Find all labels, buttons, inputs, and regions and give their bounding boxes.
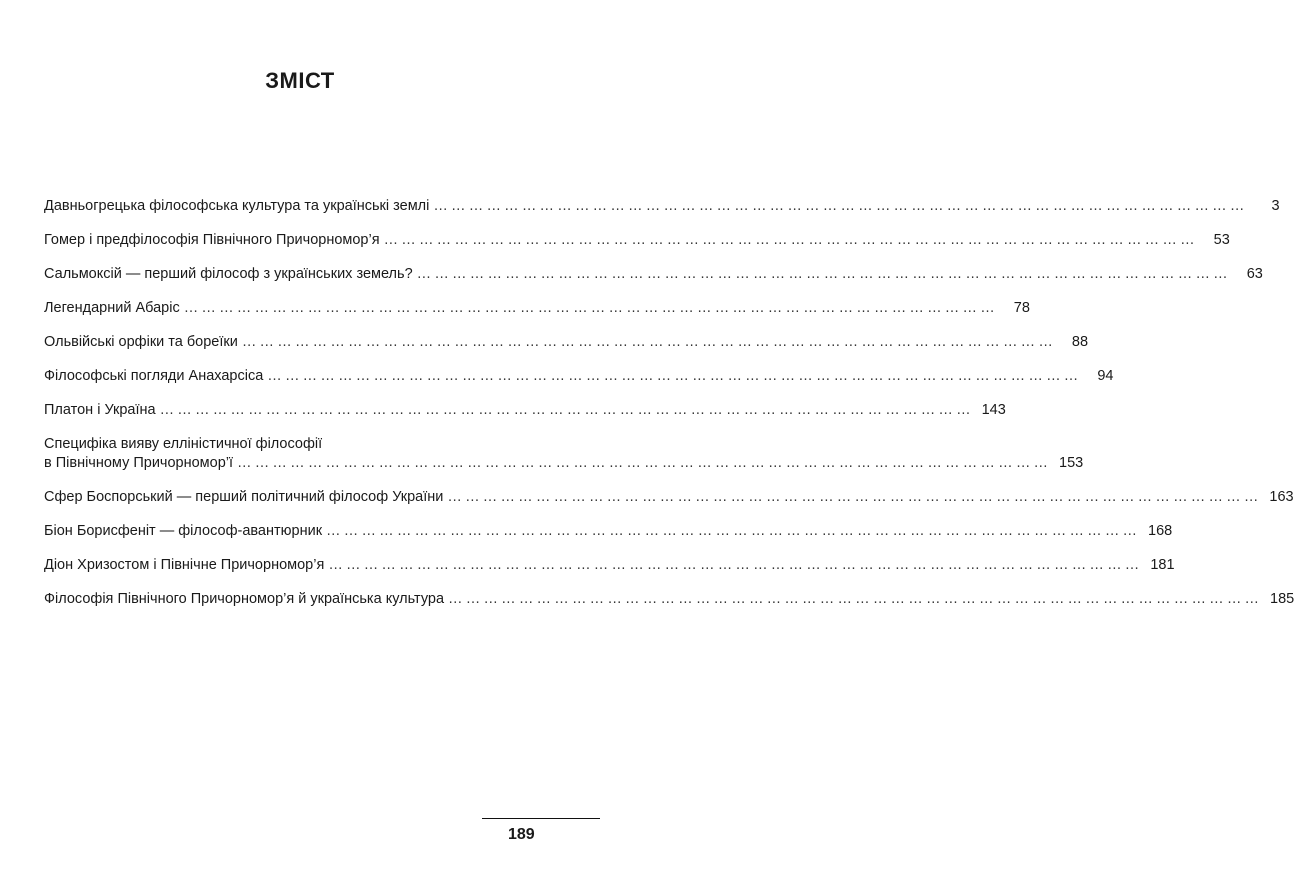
toc-entry-line: [44, 556, 1175, 575]
toc-entry-page: 185: [1270, 591, 1294, 607]
toc-dot-leader: …………………………………………………………………………………………………………………………: [383, 232, 1198, 248]
toc-entry-title: Сфер Боспорський — перший політичний філософ України: [44, 489, 444, 505]
toc-entry-line: [44, 197, 1280, 216]
toc-entry-title: Давньогрецька філософська культура та українські землі: [44, 198, 430, 214]
toc-entry: [44, 435, 1084, 473]
toc-entry-line: [44, 401, 1006, 420]
toc-entry-title-first-line: Специфіка вияву елліністичної філософії: [44, 436, 323, 452]
toc-entry: [44, 299, 1030, 318]
toc-entry-line: [44, 454, 1084, 473]
toc-entry-title: Ольвійські орфіки та бореїки: [44, 334, 238, 350]
toc-entry-page: 94: [1097, 368, 1114, 384]
toc-dot-leader: …………………………………………………………………………………………………………………………: [328, 557, 1143, 573]
toc-entry: [44, 197, 1280, 216]
toc-entry-page: 3: [1271, 198, 1280, 214]
toc-dot-leader: …………………………………………………………………………………………………………………………: [326, 523, 1141, 539]
toc-entry-line: [44, 590, 1294, 609]
toc-entry-line: [44, 333, 1089, 352]
footer-rule: [482, 818, 600, 819]
toc-entry-line: [44, 522, 1173, 541]
toc-entry-title: Біон Борисфеніт — філософ-авантюрник: [44, 523, 323, 539]
page-title: ЗМІСТ: [265, 68, 335, 93]
toc-dot-leader: …………………………………………………………………………………………………………………………: [241, 334, 1057, 350]
toc-entry: [44, 590, 1294, 609]
toc-dot-leader: …………………………………………………………………………………………………………………………: [433, 198, 1248, 214]
toc-entry-title: Філософія Північного Причорномор’я й українська культура: [44, 591, 445, 607]
toc-entry-page: 168: [1148, 523, 1173, 539]
toc-entry-line: [44, 231, 1230, 250]
toc-entry: [44, 488, 1294, 507]
toc-entry: [44, 333, 1089, 352]
toc-entry-page: 78: [1013, 300, 1030, 316]
toc-entry-title: Платон і Україна: [44, 402, 156, 418]
toc-entry: [44, 231, 1230, 250]
toc-entry: [44, 522, 1173, 541]
toc-dot-leader: …………………………………………………………………………………………………………………………: [183, 300, 998, 316]
toc-dot-leader: …………………………………………………………………………………………………………………………: [447, 489, 1262, 505]
toc-entry-title: Діон Хризостом і Північне Причорномор’я: [44, 557, 325, 573]
table-of-contents: [44, 197, 1294, 624]
toc-entry: [44, 401, 1006, 420]
toc-entry-page: 143: [981, 402, 1006, 418]
toc-entry: [44, 367, 1114, 386]
page-number: 189: [508, 826, 535, 843]
toc-entry-line: [44, 299, 1030, 318]
toc-dot-leader: …………………………………………………………………………………………………………………………: [159, 402, 974, 418]
toc-entry: [44, 556, 1175, 575]
toc-entry-title: Сальмоксій — перший філософ з українських земель?: [44, 266, 413, 282]
toc-entry-page: 88: [1071, 334, 1089, 350]
toc-entry-page: 163: [1269, 489, 1294, 505]
toc-entry-title: Легендарний Абаріс: [44, 300, 180, 316]
toc-dot-leader: …………………………………………………………………………………………………………………………: [267, 368, 1082, 384]
toc-entry: [44, 265, 1263, 284]
toc-dot-leader: …………………………………………………………………………………………………………………………: [237, 455, 1052, 471]
toc-dot-leader: …………………………………………………………………………………………………………………………: [448, 591, 1263, 607]
toc-entry-page: 53: [1213, 232, 1230, 248]
toc-entry-line: [44, 265, 1263, 284]
toc-entry-title: в Північному Причорномор’ї: [44, 455, 234, 471]
toc-entry-title: Гомер і предфілософія Північного Причорномор’я: [44, 232, 380, 248]
toc-entry-page: 181: [1150, 557, 1175, 573]
toc-entry-page: 63: [1246, 266, 1263, 282]
toc-entry-line: [44, 488, 1294, 507]
toc-entry-title: Філософські погляди Анахарсіса: [44, 368, 264, 384]
toc-dot-leader: …………………………………………………………………………………………………………………………: [416, 266, 1231, 282]
toc-entry-page: 153: [1059, 455, 1084, 471]
toc-entry-line: [44, 367, 1114, 386]
